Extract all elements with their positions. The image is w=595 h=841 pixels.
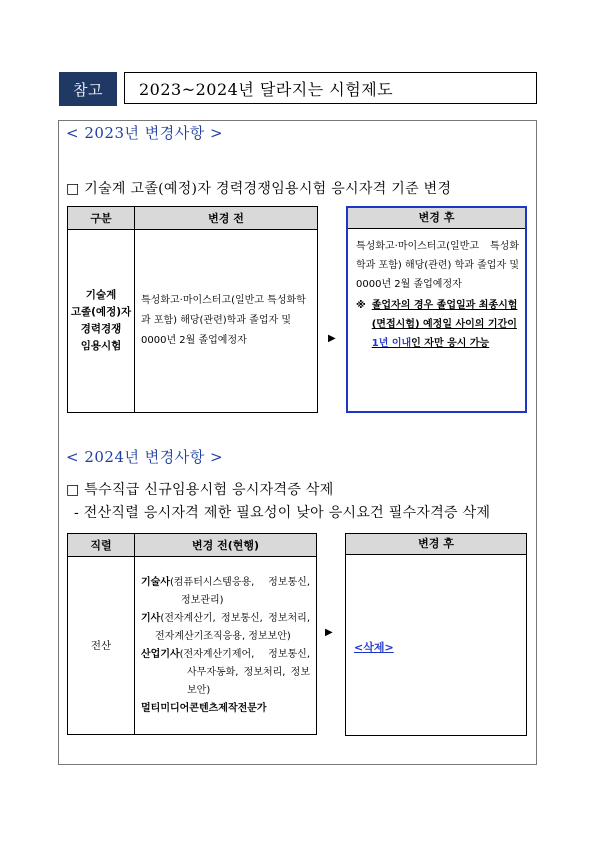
table-2023-before — [67, 206, 318, 413]
section-2023-item: □ 기술계 고졸(예정)자 경력경쟁임용시험 응시자격 기준 변경 — [66, 181, 452, 197]
section-2023-heading: < 2023년 변경사항 > — [66, 124, 224, 142]
section-2024-heading: < 2024년 변경사항 > — [66, 448, 224, 466]
section-2024-item: □ 특수직급 신규임용시험 응시자격증 삭제 — [66, 482, 334, 498]
cert-detail: (전자계산기제어, 정보통신, 사무자동화, 정보처리, 정보보안) — [179, 648, 310, 696]
col-header-before: 변경 전 — [135, 207, 318, 230]
note-text — [372, 296, 519, 353]
note-part: 인 자만 응시 가능 — [411, 338, 490, 349]
after-text: 특성화고·마이스터고(일반고 특성화학과 포함) 해당(관련) 학과 졸업자 및 0000년 2월 졸업예정자 — [356, 241, 519, 290]
after-header: 변경 후 — [348, 208, 525, 229]
page-title — [124, 72, 537, 104]
category-line: 경력경쟁 — [80, 323, 122, 335]
cert-title: 멀티미디어콘텐츠제작전문가 — [141, 702, 267, 714]
after-box-2024 — [345, 533, 527, 736]
category-line: 고졸(예정)자 — [70, 306, 132, 318]
col-header-before-current: 변경 전(현행) — [135, 534, 317, 557]
note-mark: ※ — [356, 300, 366, 311]
after-note — [348, 294, 525, 353]
job-cell: 전산 — [68, 557, 135, 735]
category-line: 기술계 — [85, 289, 117, 301]
page-title-text: 2023~2024년 달라지는 시험제도 — [139, 79, 394, 99]
cert-detail: (전자계산기, 정보통신, 정보처리, 전자계산기조직응용, 정보보안) — [155, 612, 310, 642]
after-header: 변경 후 — [346, 534, 526, 555]
cert-entry — [141, 700, 310, 718]
table-2024-before — [67, 533, 317, 735]
arrow-icon: ▶ — [328, 333, 336, 344]
col-header-job: 직렬 — [68, 534, 135, 557]
note-highlight: 1년 이내 — [371, 338, 412, 349]
cert-entry — [141, 610, 310, 646]
col-header-category: 구분 — [68, 207, 135, 230]
reference-badge-label: 참고 — [73, 80, 103, 99]
cert-title: 기술사 — [141, 576, 170, 588]
cert-entry — [141, 646, 310, 700]
arrow-icon: ▶ — [325, 627, 333, 638]
cert-detail: (컴퓨터시스템응용, 정보통신, 정보관리) — [169, 576, 310, 606]
reference-badge — [59, 72, 117, 106]
section-2024-subitem: - 전산직렬 응시자격 제한 필요성이 낮아 응시요건 필수자격증 삭제 — [74, 505, 491, 521]
category-cell — [68, 230, 135, 413]
category-line: 임용시험 — [80, 340, 122, 352]
deleted-label: <삭제> — [354, 641, 394, 654]
after-box-2023 — [346, 206, 527, 413]
note-part: 졸업자의 경우 졸업일과 최종시험(면접시험) 예정일 사이의 기간이 — [371, 300, 518, 330]
cert-title: 산업기사 — [141, 648, 180, 660]
before-cell: 특성화고·마이스터고(일반고 특성화학과 포함) 해당(관련)학과 졸업자 및 0000년 2월 졸업예정자 — [135, 230, 318, 413]
cert-entry — [141, 574, 310, 610]
entries-cell — [135, 557, 317, 735]
cert-title: 기사 — [141, 612, 161, 624]
